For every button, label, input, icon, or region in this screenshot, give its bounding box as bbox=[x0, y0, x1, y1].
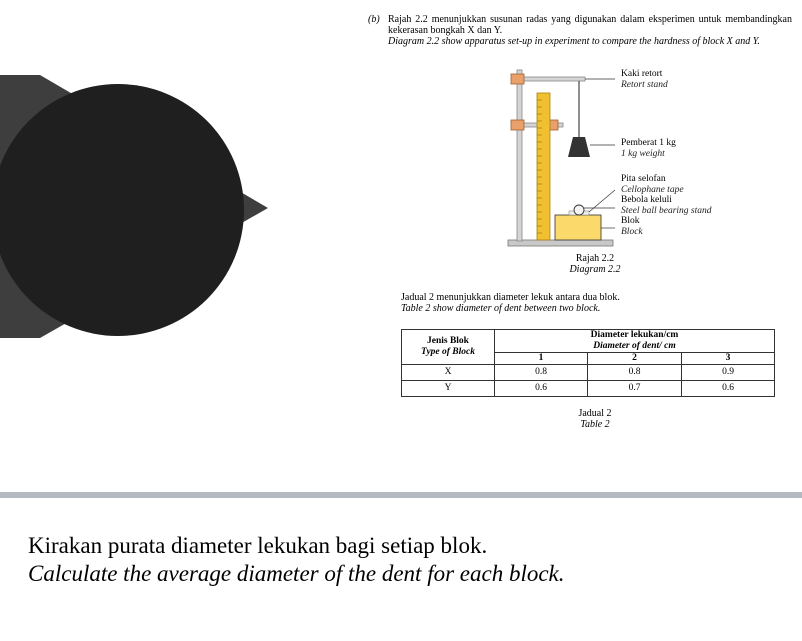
block-name-cell: X bbox=[402, 365, 495, 381]
trial-2-header: 2 bbox=[588, 353, 682, 365]
trial-1-header: 1 bbox=[495, 353, 588, 365]
table-intro: Jadual 2 menunjukkan diameter lekuk antara dua blok. Table 2 show diameter of dent between two block. bbox=[401, 292, 620, 314]
table-row bbox=[402, 365, 775, 381]
header-block-type: Jenis Blok Type of Block bbox=[402, 330, 495, 365]
question-intro bbox=[388, 14, 792, 47]
question-english: Calculate the average diameter of the dent for each block. bbox=[28, 561, 565, 586]
apparatus-drawing bbox=[503, 65, 743, 275]
stand-base bbox=[508, 240, 613, 246]
section-divider bbox=[0, 492, 802, 498]
question-text bbox=[28, 532, 565, 588]
dent-diameter-table bbox=[401, 329, 775, 397]
intro-english: Diagram 2.2 show apparatus set-up in experiment to compare the hardness of block X and Y. bbox=[388, 36, 760, 47]
test-block bbox=[555, 215, 601, 240]
apparatus-diagram bbox=[503, 65, 743, 275]
mid-clamp bbox=[511, 120, 524, 130]
table-caption: Jadual 2 Table 2 bbox=[578, 408, 612, 430]
value-cell: 0.7 bbox=[588, 381, 682, 397]
value-cell: 0.8 bbox=[495, 365, 588, 381]
intro-malay: Rajah 2.2 menunjukkan susunan radas yang digunakan dalam eksperimen untuk membandingkan kekerasan bongkah X dan Y. bbox=[388, 14, 792, 36]
diagram-caption: Rajah 2.2 Diagram 2.2 bbox=[569, 253, 621, 275]
block-name-cell: Y bbox=[402, 381, 495, 397]
overlay-circle bbox=[0, 84, 244, 336]
label-retort: Kaki retort Retort stand bbox=[621, 69, 668, 90]
label-weight: Pemberat 1 kg 1 kg weight bbox=[621, 138, 676, 159]
steel-ball bbox=[574, 205, 584, 215]
question-part-label: (b) bbox=[368, 14, 380, 25]
label-tape-ball-block: Pita selofan Cellophane tape Bebola keluli Steel ball bearing stand Blok Block bbox=[621, 174, 712, 237]
ruler bbox=[537, 93, 550, 240]
table-row bbox=[402, 381, 775, 397]
value-cell: 0.8 bbox=[588, 365, 682, 381]
question-malay: Kirakan purata diameter lekukan bagi setiap blok. bbox=[28, 533, 488, 558]
header-diameter: Diameter lekukan/cm Diameter of dent/ cm bbox=[495, 330, 775, 353]
value-cell: 0.9 bbox=[682, 365, 775, 381]
top-clamp bbox=[511, 74, 524, 84]
weight-mass bbox=[568, 137, 590, 157]
stand-rod bbox=[517, 70, 522, 241]
value-cell: 0.6 bbox=[495, 381, 588, 397]
table-header-row bbox=[402, 330, 775, 353]
value-cell: 0.6 bbox=[682, 381, 775, 397]
trial-3-header: 3 bbox=[682, 353, 775, 365]
overlay-play-shape bbox=[0, 70, 280, 350]
